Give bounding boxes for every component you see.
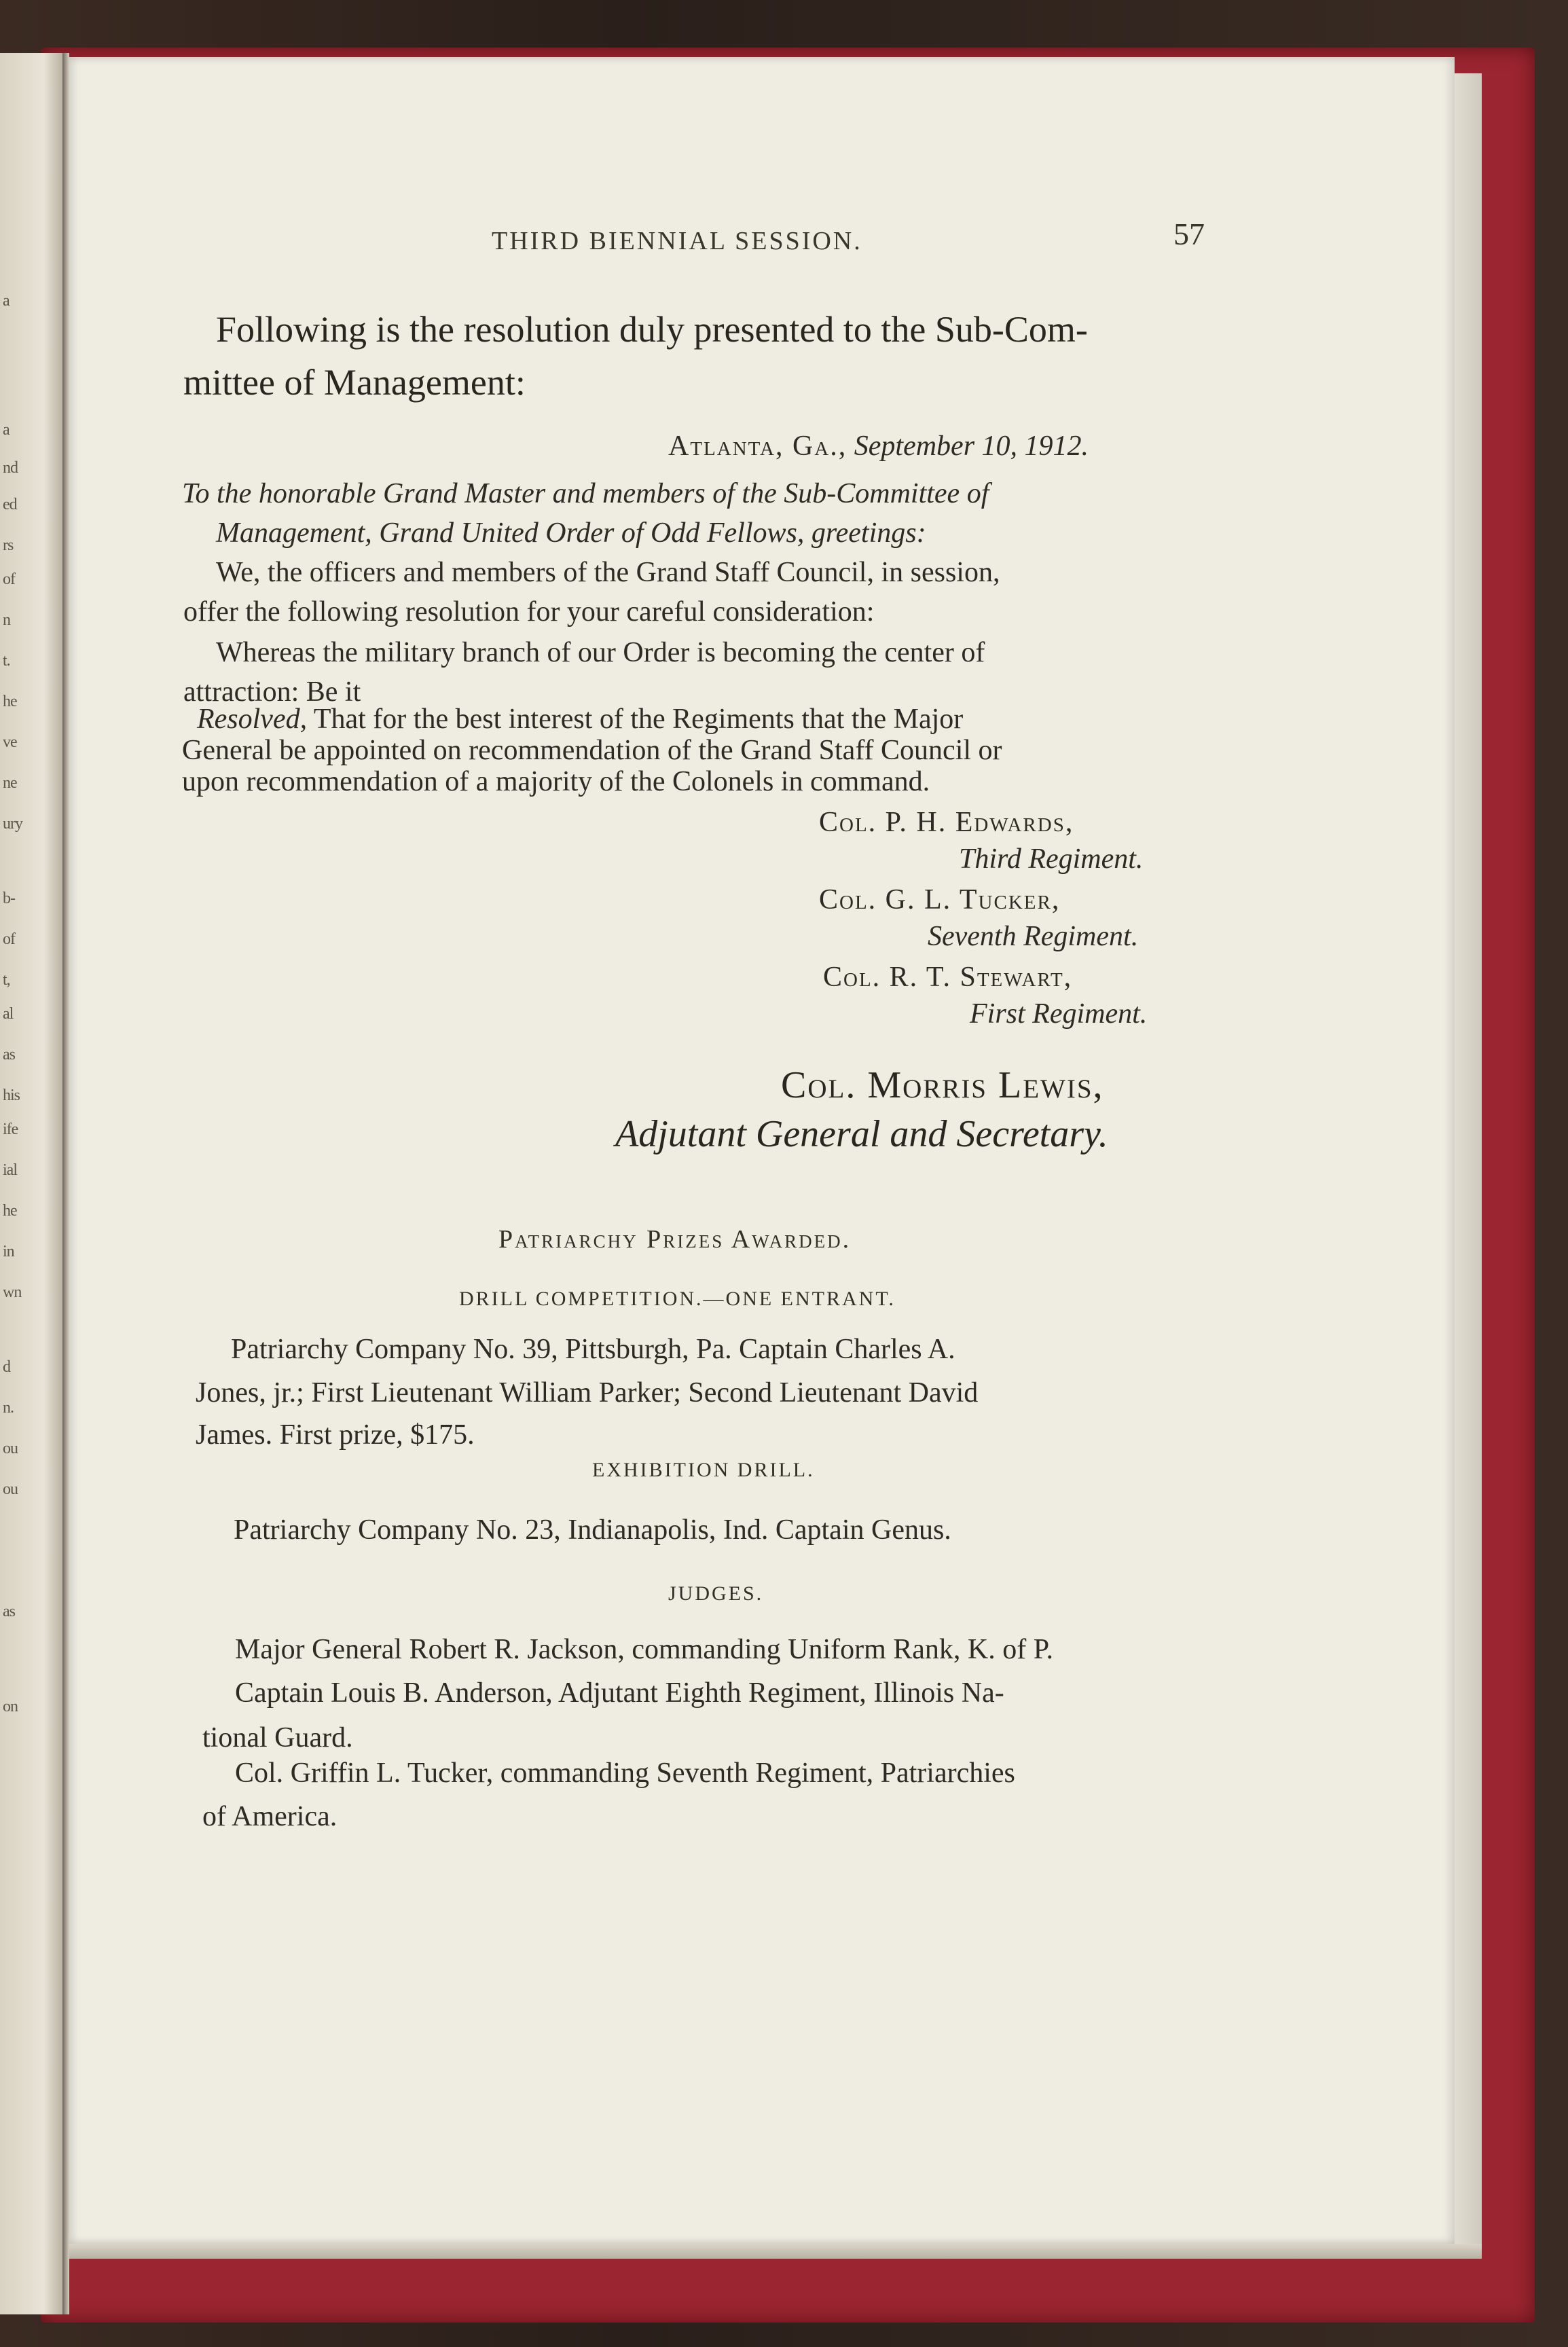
- signatory-unit: Third Regiment.: [959, 843, 1144, 875]
- facing-page-fragment: wn: [3, 1284, 22, 1301]
- salutation-line: To the honorable Grand Master and members of the Sub-Committee of: [182, 478, 989, 509]
- resolution-line: General be appointed on recommendation of the Grand Staff Council or: [182, 735, 1002, 766]
- facing-page-fragment: t,: [3, 971, 10, 989]
- facing-page-fragment: b-: [3, 890, 15, 907]
- prize-line: Patriarchy Company No. 23, Indianapolis, Ind. Captain Genus.: [234, 1514, 951, 1546]
- resolved-label: Resolved,: [197, 704, 308, 735]
- judge-line: Major General Robert R. Jackson, commanding Uniform Rank, K. of P.: [235, 1634, 1053, 1665]
- facing-page-fragment: ve: [3, 733, 17, 751]
- facing-page-fragment: in: [3, 1243, 14, 1260]
- judge-line: Col. Griffin L. Tucker, commanding Seventh Regiment, Patriarchies: [235, 1758, 1015, 1789]
- prize-line: James. First prize, $175.: [196, 1419, 475, 1451]
- signatory-unit: First Regiment.: [970, 998, 1148, 1030]
- facing-page-fragment: al: [3, 1005, 14, 1023]
- facing-page-fragment: he: [3, 693, 17, 710]
- subsection-heading: JUDGES.: [668, 1582, 764, 1605]
- resolution-line: upon recommendation of a majority of the Colonels in command.: [182, 766, 930, 797]
- intro-line: Following is the resolution duly presented to the Sub-Com-: [216, 309, 1088, 350]
- judge-line: of America.: [202, 1801, 338, 1832]
- salutation-line: Management, Grand United Order of Odd Fellows, greetings:: [216, 517, 926, 549]
- resolution-line: offer the following resolution for your careful consideration:: [183, 596, 875, 627]
- section-heading: Patriarchy Prizes Awarded.: [498, 1225, 852, 1254]
- dateline: [668, 432, 1089, 460]
- signatory-name: Col. G. L. Tucker,: [819, 884, 1061, 915]
- facing-page-fragment: as: [3, 1046, 15, 1063]
- subsection-heading: EXHIBITION DRILL.: [592, 1459, 815, 1481]
- secretary-title: Adjutant General and Secretary.: [615, 1113, 1108, 1155]
- facing-page-fragment: ou: [3, 1480, 18, 1498]
- book-gutter: [62, 53, 69, 2314]
- prize-line: Jones, jr.; First Lieutenant William Parker; Second Lieutenant David: [196, 1377, 979, 1408]
- facing-page-fragment: ou: [3, 1440, 18, 1457]
- resolution-line: Whereas the military branch of our Order is becoming the center of: [216, 637, 985, 668]
- facing-page-fragment: d: [3, 1358, 10, 1376]
- facing-page-fragment: a: [3, 421, 10, 439]
- subsection-heading: DRILL COMPETITION.—ONE ENTRANT.: [459, 1288, 896, 1310]
- facing-page-fragment: as: [3, 1603, 15, 1620]
- facing-page-fragment: ed: [3, 496, 17, 513]
- dateline-date: September 10, 1912.: [854, 431, 1089, 462]
- page-stack-edge: [1455, 73, 1482, 2246]
- signatory-name: Col. R. T. Stewart,: [823, 962, 1073, 993]
- facing-page: [0, 53, 62, 2314]
- facing-page-fragment: n: [3, 611, 10, 629]
- facing-page-fragment: of: [3, 930, 15, 948]
- page-stack-bottom: [69, 2244, 1482, 2259]
- facing-page-fragment: rs: [3, 536, 14, 554]
- prize-line: Patriarchy Company No. 39, Pittsburgh, Pa. Captain Charles A.: [231, 1334, 955, 1365]
- facing-page-fragment: he: [3, 1202, 17, 1220]
- running-title: THIRD BIENNIAL SESSION.: [492, 227, 862, 255]
- facing-page-fragment: a: [3, 292, 10, 310]
- resolved-text: That for the best interest of the Regiments that the Major: [313, 704, 964, 735]
- judge-line: tional Guard.: [202, 1722, 353, 1753]
- resolution-line: [197, 705, 963, 733]
- facing-page-fragment: his: [3, 1087, 20, 1104]
- judge-line: Captain Louis B. Anderson, Adjutant Eighth Regiment, Illinois Na-: [235, 1677, 1004, 1709]
- facing-page-fragment: nd: [3, 459, 18, 477]
- facing-page-fragment: n.: [3, 1399, 14, 1417]
- intro-line: mittee of Management:: [183, 362, 526, 403]
- page-number: 57: [1173, 217, 1205, 251]
- facing-page-fragment: ury: [3, 815, 22, 833]
- facing-page-fragment: ife: [3, 1121, 18, 1138]
- signatory-unit: Seventh Regiment.: [928, 921, 1139, 952]
- facing-page-fragment: t.: [3, 652, 10, 670]
- resolution-line: attraction: Be it: [183, 676, 361, 708]
- facing-page-fragment: ial: [3, 1161, 17, 1179]
- secretary-name: Col. Morris Lewis,: [781, 1064, 1104, 1106]
- signatory-name: Col. P. H. Edwards,: [819, 807, 1074, 838]
- facing-page-fragment: on: [3, 1698, 18, 1715]
- dateline-place: Atlanta, Ga.,: [668, 431, 847, 462]
- facing-page-fragment: of: [3, 570, 15, 588]
- resolution-line: We, the officers and members of the Grand Staff Council, in session,: [216, 557, 1000, 588]
- facing-page-fragment: ne: [3, 774, 17, 792]
